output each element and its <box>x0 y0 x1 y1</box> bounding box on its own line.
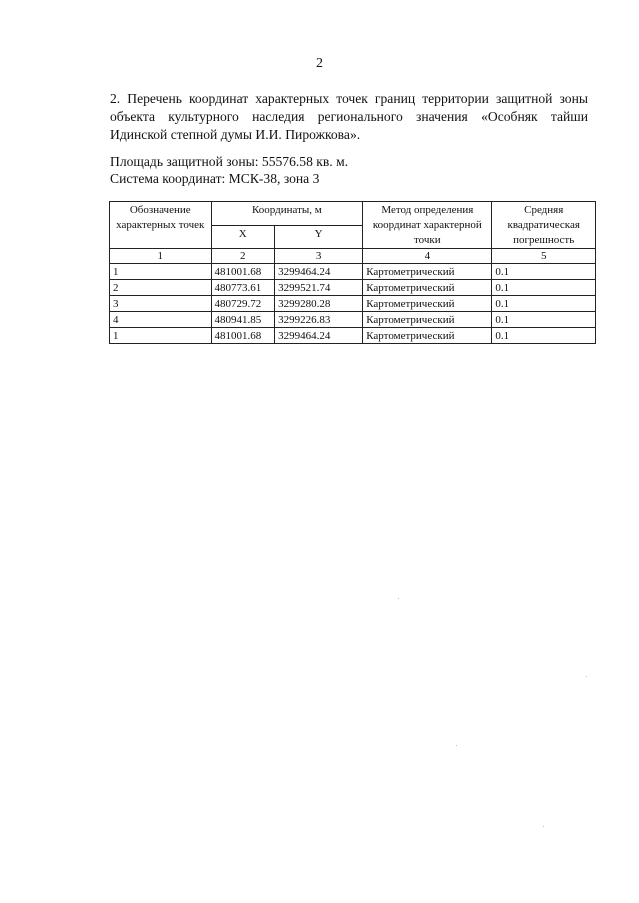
cell-error: 0.1 <box>492 296 596 312</box>
column-number: 4 <box>363 249 492 264</box>
cell-x: 480729.72 <box>211 296 275 312</box>
cell-x: 481001.68 <box>211 264 275 280</box>
column-number: 2 <box>211 249 275 264</box>
cell-x: 480941.85 <box>211 312 275 328</box>
column-number: 5 <box>492 249 596 264</box>
table-row <box>110 312 596 328</box>
cell-y: 3299280.28 <box>275 296 363 312</box>
page-number: 2 <box>316 56 323 71</box>
cell-point: 2 <box>110 280 212 296</box>
section-heading <box>110 90 588 144</box>
scan-speck <box>586 676 587 677</box>
cell-x: 481001.68 <box>211 328 275 344</box>
cell-error: 0.1 <box>492 280 596 296</box>
column-number: 1 <box>110 249 212 264</box>
coordinate-system: Система координат: МСК-38, зона 3 <box>110 171 320 186</box>
scan-speck <box>456 745 457 746</box>
cell-method: Картометрический <box>363 312 492 328</box>
cell-point: 1 <box>110 264 212 280</box>
scan-speck <box>398 598 399 599</box>
table-row <box>110 296 596 312</box>
cell-point: 3 <box>110 296 212 312</box>
column-number: 3 <box>275 249 363 264</box>
cell-point: 1 <box>110 328 212 344</box>
header-y: Y <box>275 225 363 249</box>
header-coordinates: Координаты, м <box>211 202 363 226</box>
cell-method: Картометрический <box>363 328 492 344</box>
cell-y: 3299464.24 <box>275 328 363 344</box>
column-number-row <box>110 249 596 264</box>
table-row <box>110 264 596 280</box>
cell-y: 3299226.83 <box>275 312 363 328</box>
coordinates-table <box>109 201 596 344</box>
table-row <box>110 280 596 296</box>
cell-point: 4 <box>110 312 212 328</box>
header-method: Метод определения координат характерной точки <box>363 202 492 249</box>
cell-error: 0.1 <box>492 264 596 280</box>
cell-method: Картометрический <box>363 296 492 312</box>
table-header-row <box>110 202 596 226</box>
scan-speck <box>543 826 544 827</box>
header-error: Средняя квадратическая погрешность <box>492 202 596 249</box>
cell-x: 480773.61 <box>211 280 275 296</box>
cell-method: Картометрический <box>363 280 492 296</box>
section-heading-line-2: объекта культурного наследия регионального значения «Особняк тайши <box>110 109 588 124</box>
cell-y: 3299521.74 <box>275 280 363 296</box>
cell-error: 0.1 <box>492 328 596 344</box>
header-point: Обозначение характерных точек <box>110 202 212 249</box>
section-heading-line-3: Идинской степной думы И.И. Пирожкова». <box>110 127 361 142</box>
cell-method: Картометрический <box>363 264 492 280</box>
protection-zone-area: Площадь защитной зоны: 55576.58 кв. м. <box>110 154 349 169</box>
header-x: X <box>211 225 275 249</box>
cell-y: 3299464.24 <box>275 264 363 280</box>
table-row <box>110 328 596 344</box>
section-heading-line-1: 2. Перечень координат характерных точек границ территории защитной зоны <box>110 91 588 106</box>
cell-error: 0.1 <box>492 312 596 328</box>
